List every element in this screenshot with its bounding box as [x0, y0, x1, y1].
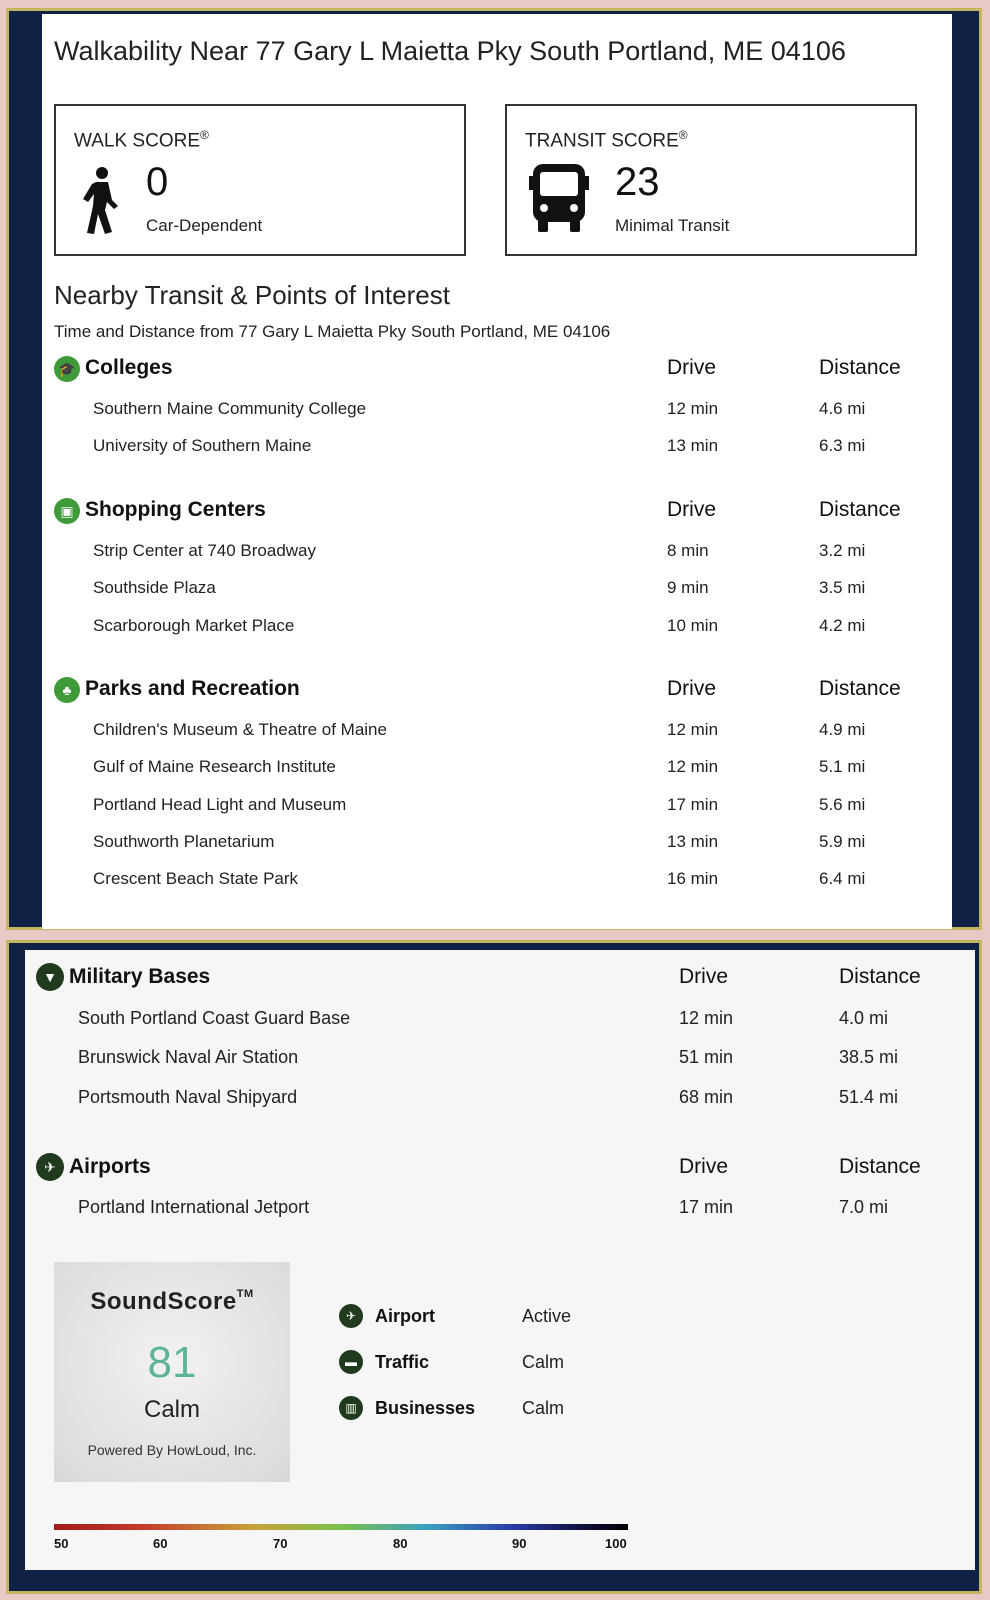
drive-time: 68 min: [679, 1087, 734, 1107]
drive-header: Drive: [679, 1155, 729, 1178]
drive-time: 51 min: [679, 1047, 734, 1067]
distance: 5.6 mi: [819, 795, 866, 814]
category-title: Shopping Centers: [85, 498, 266, 521]
bus-icon: [529, 162, 589, 239]
place-name: Southworth Planetarium: [93, 832, 275, 851]
drive-time: 13 min: [667, 436, 719, 455]
distance: 7.0 mi: [839, 1197, 889, 1217]
place-name: Crescent Beach State Park: [93, 869, 299, 888]
soundscore-description: Calm: [143, 1396, 200, 1423]
distance: 38.5 mi: [839, 1047, 899, 1067]
place-name: Strip Center at 740 Broadway: [93, 541, 317, 560]
distance: 4.2 mi: [819, 616, 866, 635]
place-name: Portland International Jetport: [78, 1197, 310, 1217]
military-badge-icon: ▼: [36, 963, 64, 991]
drive-time: 17 min: [667, 795, 719, 814]
distance: 4.6 mi: [819, 399, 866, 418]
place-name: Southside Plaza: [93, 578, 216, 597]
tree-icon: ♣: [54, 677, 80, 703]
drive-time: 16 min: [667, 869, 719, 888]
soundscore-title: SoundScore™: [90, 1288, 254, 1315]
noise-factor-label: Businesses: [375, 1398, 476, 1418]
distance: 5.1 mi: [819, 757, 866, 776]
shopping-bag-icon: ▣: [54, 498, 80, 524]
drive-header: Drive: [679, 965, 729, 988]
category-title: Parks and Recreation: [85, 677, 300, 700]
soundscore-scale-bar: [54, 1524, 628, 1530]
scale-tick: 60: [153, 1536, 168, 1551]
walking-person-icon: [78, 166, 122, 241]
page-title: Walkability Near 77 Gary L Maietta Pky South Portland, ME 04106: [54, 36, 846, 66]
distance-header: Distance: [839, 965, 921, 988]
drive-time: 10 min: [667, 616, 719, 635]
walk-score-label: WALK SCORE®: [74, 128, 209, 152]
graduation-cap-icon: 🎓: [54, 356, 80, 382]
drive-time: 12 min: [667, 757, 719, 776]
scale-tick: 50: [54, 1536, 69, 1551]
noise-factor-value: Calm: [522, 1352, 565, 1372]
transit-score-description: Minimal Transit: [615, 216, 730, 235]
nearby-title: Nearby Transit & Points of Interest: [54, 280, 450, 310]
place-name: Scarborough Market Place: [93, 616, 295, 635]
place-name: Portsmouth Naval Shipyard: [78, 1087, 298, 1107]
category-title: Military Bases: [69, 965, 211, 988]
noise-factor-label: Airport: [375, 1306, 435, 1326]
category-title: Colleges: [85, 356, 173, 379]
transit-score-label: TRANSIT SCORE®: [525, 128, 688, 152]
walkability-panel: [42, 14, 952, 929]
drive-time: 12 min: [667, 720, 719, 739]
drive-header: Drive: [667, 356, 717, 379]
noise-factor-value: Calm: [522, 1398, 565, 1418]
distance-header: Distance: [839, 1155, 921, 1178]
scale-tick: 70: [273, 1536, 288, 1551]
place-name: Gulf of Maine Research Institute: [93, 757, 336, 776]
airplane-icon: ✈: [36, 1153, 64, 1181]
transit-score-card: [505, 104, 917, 256]
distance: 5.9 mi: [819, 832, 866, 851]
category-title: Airports: [69, 1155, 151, 1178]
noise-factor-label: Traffic: [375, 1352, 430, 1372]
place-name: Portland Head Light and Museum: [93, 795, 347, 814]
place-name: University of Southern Maine: [93, 436, 312, 455]
nearby-subtitle: Time and Distance from 77 Gary L Maietta Pky South Portland, ME 04106: [54, 322, 611, 341]
distance: 3.2 mi: [819, 541, 866, 560]
distance: 3.5 mi: [819, 578, 866, 597]
transit-score-value: 23: [615, 160, 660, 204]
place-name: Brunswick Naval Air Station: [78, 1047, 299, 1067]
distance-header: Distance: [819, 677, 901, 700]
place-name: Children's Museum & Theatre of Maine: [93, 720, 387, 739]
drive-header: Drive: [667, 498, 717, 521]
drive-time: 17 min: [679, 1197, 734, 1217]
scale-tick: 100: [605, 1536, 627, 1551]
poi-sound-panel: [25, 950, 975, 1570]
drive-time: 12 min: [679, 1008, 734, 1028]
distance: 51.4 mi: [839, 1087, 899, 1107]
distance-header: Distance: [819, 498, 901, 521]
drive-time: 13 min: [667, 832, 719, 851]
walk-score-value: 0: [146, 160, 169, 204]
scale-tick: 80: [393, 1536, 408, 1551]
noise-factor-value: Active: [522, 1306, 572, 1326]
scale-tick: 90: [512, 1536, 527, 1551]
walk-score-card: [54, 104, 466, 256]
walk-score-description: Car-Dependent: [146, 216, 263, 235]
distance: 6.4 mi: [819, 869, 866, 888]
distance: 4.9 mi: [819, 720, 866, 739]
airplane-icon: ✈: [339, 1304, 363, 1328]
soundscore-value: 81: [147, 1338, 197, 1387]
building-icon: ▥: [339, 1396, 363, 1420]
drive-time: 8 min: [667, 541, 709, 560]
drive-time: 9 min: [667, 578, 709, 597]
car-icon: ▬: [339, 1350, 363, 1374]
place-name: Southern Maine Community College: [93, 399, 367, 418]
soundscore-card: [54, 1262, 290, 1482]
place-name: South Portland Coast Guard Base: [78, 1008, 351, 1028]
distance: 4.0 mi: [839, 1008, 889, 1028]
distance-header: Distance: [819, 356, 901, 379]
distance: 6.3 mi: [819, 436, 866, 455]
drive-header: Drive: [667, 677, 717, 700]
drive-time: 12 min: [667, 399, 719, 418]
soundscore-powered-by: Powered By HowLoud, Inc.: [87, 1442, 257, 1458]
